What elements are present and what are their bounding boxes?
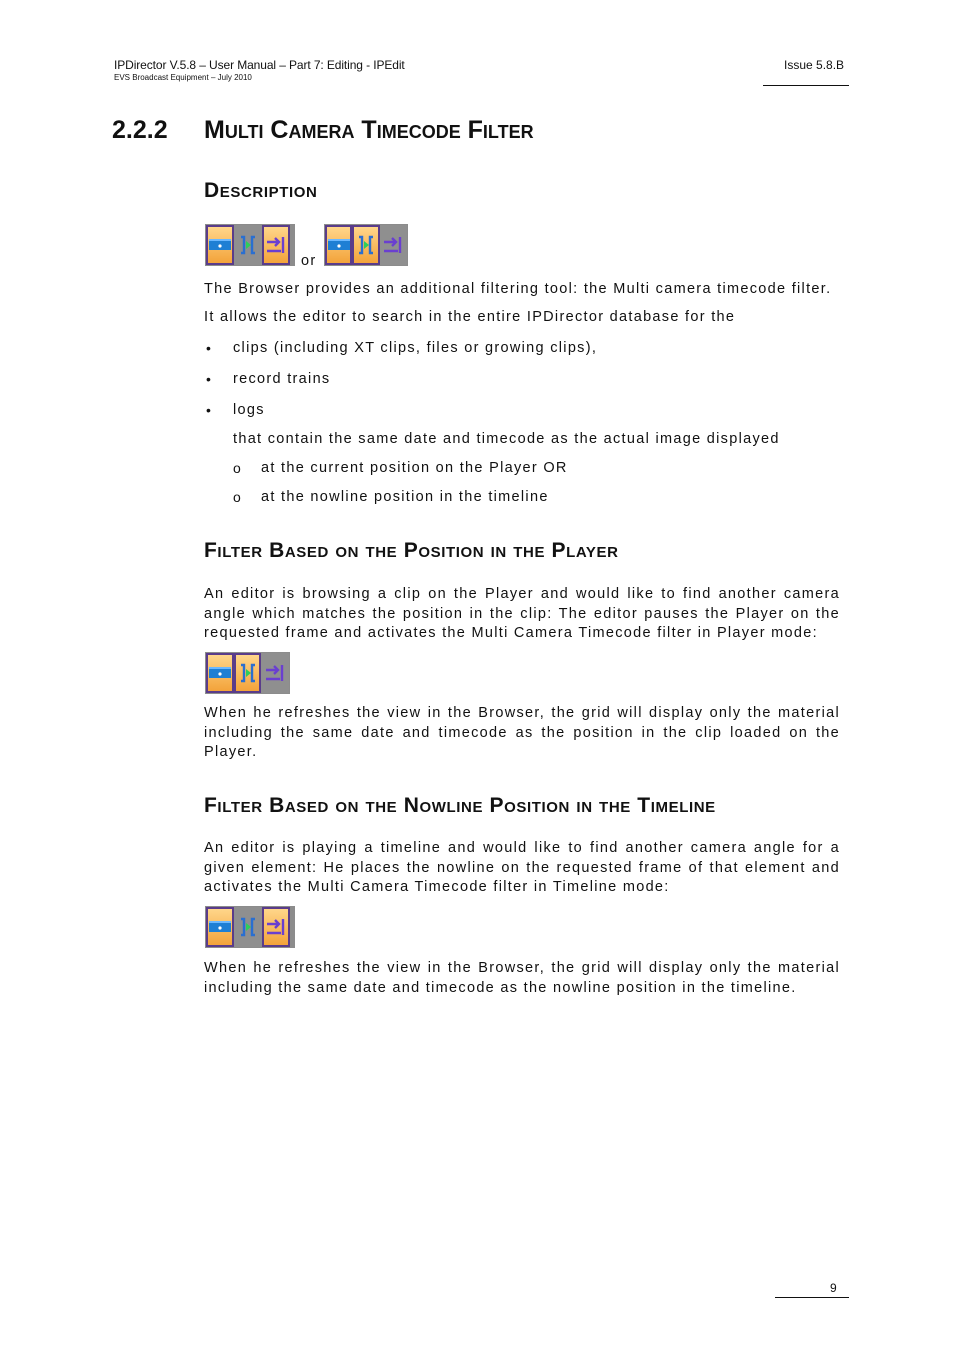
- player-section-heading: Filter Based on the Position in the Player: [204, 539, 619, 562]
- multicam-filter-icon: [209, 664, 231, 682]
- section-heading: [112, 114, 534, 146]
- list-item: logs: [233, 402, 265, 418]
- bullet-symbol: •: [206, 340, 211, 356]
- player-mode-button[interactable]: [234, 907, 262, 947]
- player-mode-button[interactable]: [352, 225, 379, 265]
- list-item: record trains: [233, 371, 331, 387]
- player-paragraph-1: An editor is browsing a clip on the Player and would like to find another camera angle which matches the position in the clip: The editor pauses the Player on the requested frame and activates the Multi Camera Timecode filter in Player mode:: [204, 586, 840, 641]
- description-heading: Description: [204, 179, 318, 202]
- player-mode-icon: [237, 234, 259, 256]
- multicam-filter-icon: [209, 236, 231, 254]
- bullet-symbol: •: [206, 402, 211, 418]
- header-issue: Issue 5.8.B: [784, 58, 845, 72]
- bullet-symbol: •: [206, 371, 211, 387]
- intro-paragraph-1: The Browser provides an additional filtering tool: the Multi camera timecode filter.: [204, 281, 832, 297]
- footer-rule: [775, 1297, 849, 1298]
- filter-toolbar-timeline: [205, 906, 295, 948]
- filter-toolbar-1: [205, 224, 295, 266]
- page-number: 9: [830, 1281, 837, 1295]
- timeline-mode-button[interactable]: [262, 907, 290, 947]
- filter-toolbar-player: [205, 652, 290, 694]
- filter-toolbar-2: [324, 224, 408, 266]
- timeline-paragraph-1: An editor is playing a timeline and would like to find another camera angle for a given element: He places the nowline on the requested frame of that element and activates the Multi Camera Timecode filter in Timeline mode:: [204, 840, 840, 895]
- or-label: or: [301, 253, 317, 269]
- multicam-filter-icon: [328, 236, 350, 254]
- timeline-mode-icon: [382, 234, 404, 256]
- section-title: Multi Camera Timecode Filter: [204, 116, 534, 144]
- sub-bullet-symbol: o: [233, 489, 241, 505]
- multicam-filter-button[interactable]: [206, 907, 234, 947]
- player-mode-icon: [355, 234, 377, 256]
- multicam-filter-button[interactable]: [206, 653, 234, 693]
- section-number: 2.2.2: [112, 116, 168, 144]
- timeline-mode-button[interactable]: [261, 653, 289, 693]
- intro-paragraph-2: It allows the editor to search in the entire IPDirector database for the: [204, 309, 736, 325]
- player-mode-button[interactable]: [234, 653, 262, 693]
- sub-list-item: at the nowline position in the timeline: [261, 489, 549, 505]
- player-paragraph-2: When he refreshes the view in the Browser, the grid will display only the material including the same date and timecode as the position in the clip loaded on the Player.: [204, 705, 840, 760]
- timeline-mode-icon: [265, 234, 287, 256]
- page-header: [114, 58, 405, 83]
- timeline-section-heading: Filter Based on the Nowline Position in the Timeline: [204, 794, 716, 817]
- timeline-paragraph-2: When he refreshes the view in the Browser, the grid will display only the material including the same date and timecode as the nowline position in the timeline.: [204, 960, 840, 996]
- continuation-text: that contain the same date and timecode as the actual image displayed: [233, 431, 780, 447]
- sub-list-item: at the current position on the Player OR: [261, 460, 568, 476]
- timeline-mode-button[interactable]: [380, 225, 407, 265]
- multicam-filter-button[interactable]: [325, 225, 352, 265]
- timeline-mode-icon: [265, 916, 287, 938]
- header-rule: [763, 85, 849, 86]
- timeline-mode-button[interactable]: [262, 225, 290, 265]
- header-subtitle: EVS Broadcast Equipment – July 2010: [114, 73, 252, 82]
- multicam-filter-button[interactable]: [206, 225, 234, 265]
- player-mode-button[interactable]: [234, 225, 262, 265]
- player-mode-icon: [237, 662, 259, 684]
- player-mode-icon: [237, 916, 259, 938]
- sub-bullet-symbol: o: [233, 460, 241, 476]
- multicam-filter-icon: [209, 918, 231, 936]
- header-title: IPDirector V.5.8 – User Manual – Part 7: Editing - IPEdit: [114, 58, 405, 72]
- timeline-mode-icon: [264, 662, 286, 684]
- list-item: clips (including XT clips, files or growing clips),: [233, 340, 598, 356]
